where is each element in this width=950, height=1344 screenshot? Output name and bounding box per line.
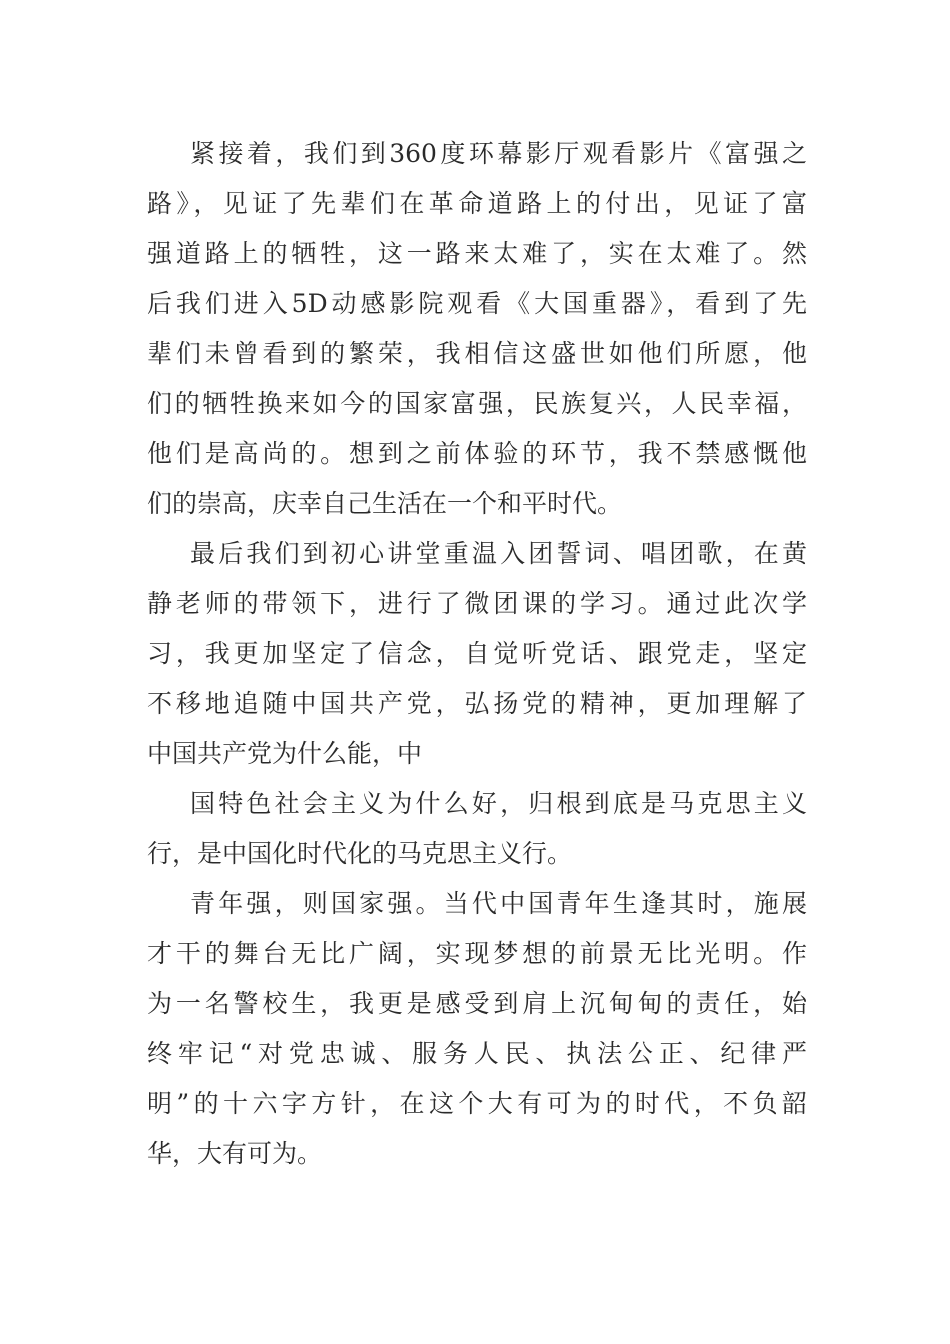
paragraph-4-line-1: 青年强，则国家强。当代中国青年生逢其时，施展 — [190, 889, 807, 918]
paragraph-4-line-6: 华，大有可为。 — [147, 1139, 323, 1168]
paragraph-3-line-2: 行，是中国化时代化的马克思主义行。 — [147, 839, 573, 868]
paragraph-1-line-3: 强道路上的牺牲，这一路来太难了，实在太难了。然 — [147, 239, 807, 268]
paragraph-2-line-5: 中国共产党为什么能，中 — [147, 739, 423, 768]
paragraph-1-line-8: 们的崇高，庆幸自己生活在一个和平时代。 — [147, 489, 623, 518]
paragraph-1-line-4: 后我们进入5D动感影院观看《大国重器》，看到了先 — [147, 289, 807, 318]
paragraph-4-line-5: 明”的十六字方针，在这个大有可为的时代，不负韶 — [147, 1089, 807, 1118]
paragraph-1-line-2: 路》，见证了先辈们在革命道路上的付出，见证了富 — [147, 189, 807, 218]
paragraph-1-line-1: 紧接着，我们到360度环幕影厅观看影片《富强之 — [190, 139, 807, 168]
paragraph-2-line-4: 不移地追随中国共产党，弘扬党的精神，更加理解了 — [147, 689, 807, 718]
paragraph-4-line-2: 才干的舞台无比广阔，实现梦想的前景无比光明。作 — [147, 939, 807, 968]
paragraph-2-line-3: 习，我更加坚定了信念，自觉听党话、跟党走，坚定 — [147, 639, 807, 668]
paragraph-4-line-4: 终牢记“对党忠诚、服务人民、执法公正、纪律严 — [147, 1039, 807, 1068]
paragraph-1-line-5: 辈们未曾看到的繁荣，我相信这盛世如他们所愿，他 — [147, 339, 807, 368]
paragraph-1-line-6: 们的牺牲换来如今的国家富强，民族复兴，人民幸福， — [147, 389, 807, 418]
paragraph-4-line-3: 为一名警校生，我更是感受到肩上沉甸甸的责任，始 — [147, 989, 807, 1018]
paragraph-3-line-1: 国特色社会主义为什么好，归根到底是马克思主义 — [190, 789, 807, 818]
paragraph-2-line-1: 最后我们到初心讲堂重温入团誓词、唱团歌，在黄 — [190, 539, 807, 568]
paragraph-1-line-7: 他们是高尚的。想到之前体验的环节，我不禁感慨他 — [147, 439, 807, 468]
paragraph-2-line-2: 静老师的带领下，进行了微团课的学习。通过此次学 — [147, 589, 807, 618]
